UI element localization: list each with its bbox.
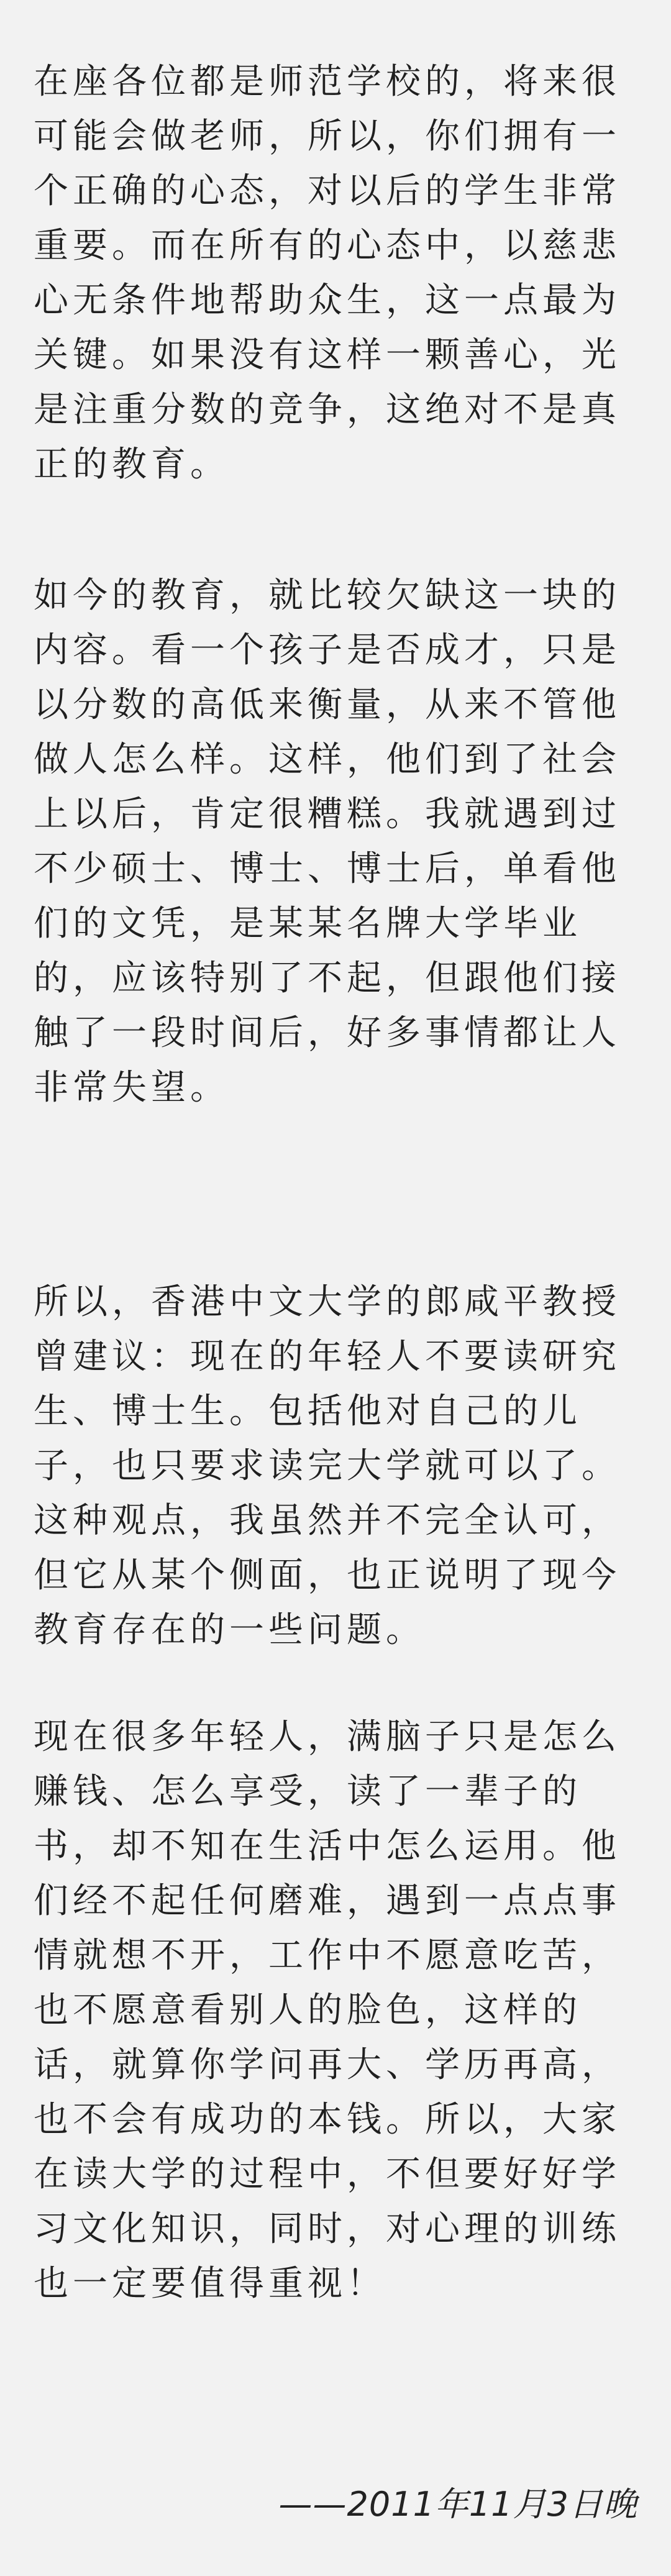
paragraph-1: 在座各位都是师范学校的，将来很 可能会做老师，所以，你们拥有一 个正确的心态，对以后的学生非常 重要。而在所有的心态中，以慈悲 心无条件地帮助众生，这一点最为 关键。如果没有这样一颗善心，光 是注重分数的竞争，这绝对不是真 正的教育。: [34, 62, 621, 485]
date-signature: ——2011年11月3日晚: [278, 2485, 637, 2524]
paragraph-4: 现在很多年轻人，满脑子只是怎么 赚钱、怎么享受，读了一辈子的 书，却不知在生活中怎么运用。他 们经不起任何磨难，遇到一点点事 情就想不开，工作中不愿意吃苦， 也不愿意看别人的脸色，这样的 话，就算你学问再大、学历再高， 也不会有成功的本钱。所以，大家 在读大学的过程中，不但要好好学 习文化知识，同时，对心理的训练 也一定要值得重视！: [34, 1717, 621, 2304]
paragraph-2: 如今的教育，就比较欠缺这一块的 内容。看一个孩子是否成才，只是 以分数的高低来衡量，从来不管他 做人怎么样。这样，他们到了社会 上以后，肯定很糟糕。我就遇到过 不少硕士、博士、博士后，单看他 们的文凭，是某某名牌大学毕业 的，应该特别了不起，但跟他们接 触了一段时间后，好多事情都让人 非常失望。: [34, 575, 621, 1108]
paragraph-3: 所以，香港中文大学的郎咸平教授 曾建议：现在的年轻人不要读研究 生、博士生。包括他对自己的儿 子，也只要求读完大学就可以了。 这种观点，我虽然并不完全认可， 但它从某个侧面，也正说明了现今 教育存在的一些问题。: [34, 1282, 621, 1650]
